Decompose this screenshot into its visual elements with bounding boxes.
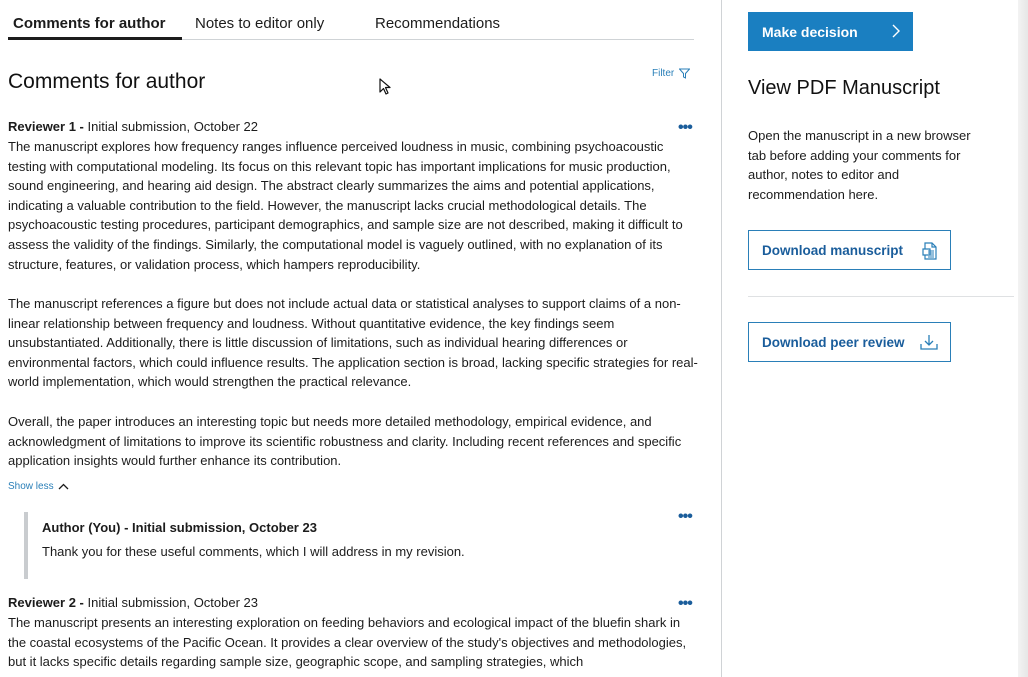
review-meta: Initial submission, October 23 bbox=[83, 595, 259, 610]
active-tab-indicator bbox=[8, 37, 182, 40]
chevron-right-icon bbox=[891, 23, 901, 39]
review-meta: Initial submission, October 22 bbox=[83, 119, 259, 134]
author-reply-header: Author (You) - Initial submission, October 23 bbox=[42, 520, 317, 535]
show-less-label: Show less bbox=[8, 481, 54, 492]
download-icon bbox=[920, 334, 938, 351]
page-title: Comments for author bbox=[8, 70, 206, 93]
reply-indent-bar bbox=[24, 512, 28, 579]
reviewer-name: Reviewer 1 - bbox=[8, 119, 84, 134]
tab-bar bbox=[8, 0, 694, 40]
download-manuscript-button[interactable] bbox=[748, 230, 951, 270]
review-1-paragraph-2: The manuscript references a figure but does not include actual data or statistical analyses to support claims of a non-linear relationship between frequency and loudness. Without quantitative evidence, the key findings seem unsubstantiated. Additionally, there is little discussion of limitations, such as individual hearing differences or environmental factors, which could influence results. The application section is broad, lacking specific strategies for real-world implementation, which would strengthen the practical relevance. bbox=[8, 296, 698, 390]
pdf-section-description: Open the manuscript in a new browser tab before adding your comments for author, notes to editor and recommendation here. bbox=[748, 128, 971, 203]
review-2-paragraph-1: The manuscript presents an interesting exploration on feeding behaviors and ecological impact of the bluefin shark in the coastal ecosystems of the Pacific Ocean. It provides a clear overview of the study's objectives and methodologies, but it lacks specific details regarding sample size, geographic scope, and sampling strategies, which bbox=[8, 615, 687, 670]
chevron-up-icon bbox=[58, 483, 69, 490]
tab-notes-to-editor[interactable]: Notes to editor only bbox=[195, 15, 325, 32]
download-peer-review-label: Download peer review bbox=[762, 334, 905, 350]
filter-button[interactable] bbox=[652, 68, 690, 79]
filter-icon bbox=[679, 68, 690, 79]
review-1-paragraph-1: The manuscript explores how frequency ranges influence perceived loudness in music, combining psychoacoustic testing with computational modeling. Its focus on this relevant topic has important implications for music production, sound engineering, and hearing aid design. The abstract clearly summarizes the aims and potential applications, indicating a valuable contribution to the field. However, the manuscript lacks crucial methodological details. The psychoacoustic testing procedures, participant demographics, and sample size are not described, making it difficult to assess the validity of the findings. Similarly, the computational model is vaguely outlined, with no explanation of its structure, features, or validation process, which hampers reproducibility. bbox=[8, 139, 683, 272]
reviewer-name: Reviewer 2 - bbox=[8, 595, 84, 610]
mouse-pointer-icon bbox=[379, 78, 393, 96]
review-1-more-options-icon[interactable]: ••• bbox=[678, 119, 692, 136]
review-1-header bbox=[8, 119, 258, 134]
tab-comments-for-author[interactable]: Comments for author bbox=[13, 15, 166, 32]
download-peer-review-button[interactable] bbox=[748, 322, 951, 362]
review-2-more-options-icon[interactable]: ••• bbox=[678, 595, 692, 612]
review-1-paragraph-3: Overall, the paper introduces an interesting topic but needs more detailed methodology, empirical evidence, and acknowledgment of limitations to improve its scientific robustness and clarity. Including recent references and specific application insights would further enhance its contribution. bbox=[8, 414, 682, 469]
tab-recommendations[interactable]: Recommendations bbox=[375, 15, 501, 32]
sidebar-separator bbox=[748, 296, 1014, 297]
column-divider bbox=[721, 0, 722, 677]
window-edge bbox=[1018, 0, 1028, 677]
download-manuscript-label: Download manuscript bbox=[762, 242, 904, 258]
document-icon bbox=[922, 242, 938, 260]
pdf-section-title: View PDF Manuscript bbox=[748, 77, 940, 99]
filter-label: Filter bbox=[652, 68, 675, 79]
author-reply-text: Thank you for these useful comments, which I will address in my revision. bbox=[42, 544, 465, 559]
make-decision-button[interactable] bbox=[748, 12, 913, 51]
reply-more-options-icon[interactable]: ••• bbox=[678, 508, 692, 525]
review-2-header bbox=[8, 595, 258, 610]
make-decision-label: Make decision bbox=[762, 23, 858, 40]
show-less-link[interactable] bbox=[8, 481, 69, 492]
